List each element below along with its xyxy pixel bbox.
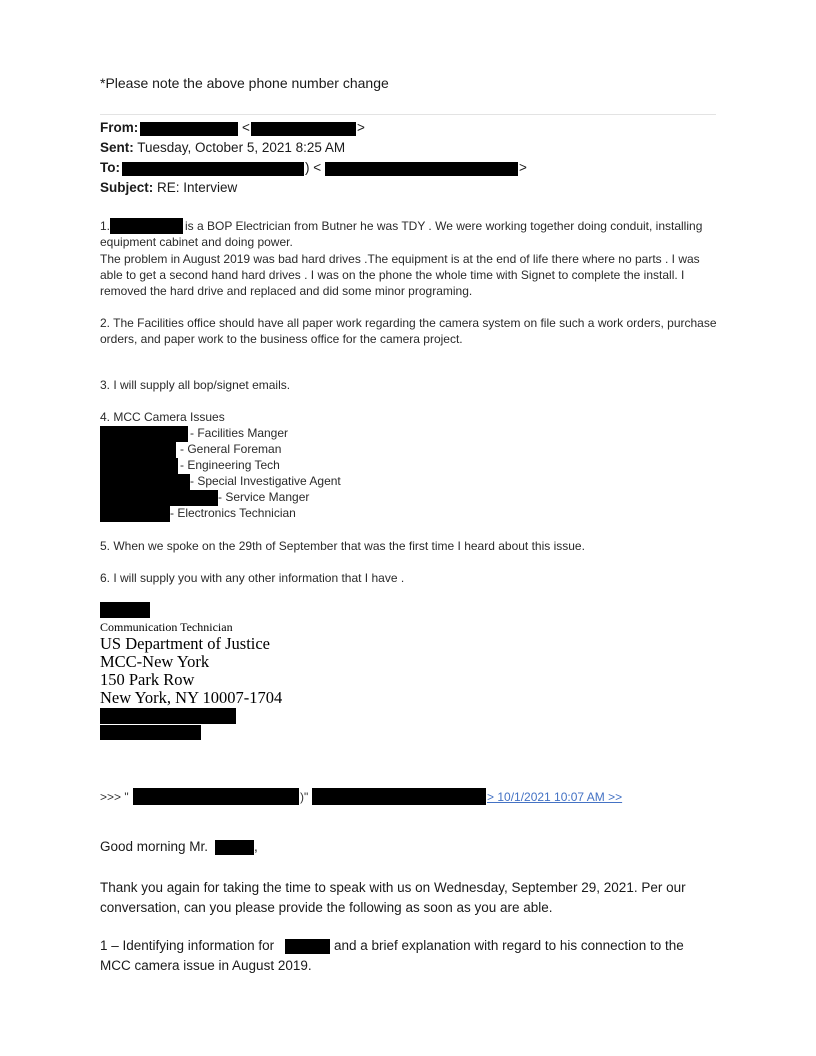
role-special-investigative-agent: - Special Investigative Agent	[190, 474, 341, 488]
role-engineering-tech: - Engineering Tech	[180, 458, 280, 472]
item1-line2: MCC camera issue in August 2019.	[100, 958, 312, 973]
redaction-from-email	[251, 122, 356, 136]
redaction-role-2	[100, 442, 176, 458]
reply-p4-title: 4. MCC Camera Issues	[100, 410, 225, 424]
role-facilities-manager: - Facilities Manger	[190, 426, 289, 440]
redaction-from-name	[140, 122, 238, 136]
redaction-role-5	[100, 490, 218, 506]
to-mid: ) <	[305, 160, 322, 175]
forwarded-link-text[interactable]: > 10/1/2021 10:07 AM >>	[487, 790, 623, 804]
from-gt: >	[357, 120, 365, 135]
phone-change-note: *Please note the above phone number change	[100, 75, 389, 91]
sent-label: Sent:	[100, 140, 134, 155]
redaction-to-name	[122, 162, 304, 176]
signature-facility: MCC-New York	[100, 652, 210, 671]
redaction-fwd-email	[312, 788, 486, 805]
redaction-greeting-name	[215, 840, 254, 855]
to-label: To:	[100, 160, 120, 175]
reply-p1-line3: The problem in August 2019 was bad hard drives .The equipment is at the end of life there where no parts . I was able to get a second hand hard drives . I was on the phone the whole time with Signet to complete the install. I removed the hard drive and replaced and did some minor programing.	[100, 252, 700, 298]
forwarded-prefix: >>> "	[100, 790, 129, 804]
reply-p5: 5. When we spoke on the 29th of September that was the first time I heard about this issue.	[100, 539, 585, 553]
sent-value: Tuesday, October 5, 2021 8:25 AM	[137, 140, 346, 155]
to-gt: >	[519, 160, 527, 175]
sent-row	[100, 140, 345, 155]
original-para1: Thank you again for taking the time to speak with us on Wednesday, September 29, 2021. Per our conversation, can you please provide the following as soon as you are able.	[100, 880, 686, 915]
signature-org: US Department of Justice	[100, 634, 271, 653]
role-service-manager: - Service Manger	[218, 490, 310, 504]
role-electronics-technician: - Electronics Technician	[170, 506, 296, 520]
reply-p2: 2. The Facilities office should have all paper work regarding the camera system on file such a work orders, purchase orders, and paper work to the business office for the camera project.	[100, 316, 717, 346]
greeting: Good morning Mr.	[100, 839, 209, 854]
redaction-sig-phone	[100, 708, 236, 724]
redaction-to-email	[325, 162, 518, 176]
forwarded-mid: )"	[300, 790, 309, 804]
reply-p3: 3. I will supply all bop/signet emails.	[100, 378, 291, 392]
redaction-sender-name	[100, 602, 150, 618]
signature-city: New York, NY 10007-1704	[100, 688, 283, 707]
header-divider	[100, 114, 716, 115]
redaction-role-4	[100, 474, 190, 490]
from-label: From:	[100, 120, 139, 135]
reply-p1-line2: equipment cabinet and doing power.	[100, 235, 293, 249]
redaction-electrician-name	[110, 218, 183, 234]
reply-p6: 6. I will supply you with any other information that I have .	[100, 571, 405, 585]
redaction-role-3	[100, 458, 178, 474]
subject-row	[100, 180, 237, 195]
redaction-role-1	[100, 426, 188, 442]
forwarded-date-link[interactable]	[487, 790, 622, 804]
reply-p1-line1: is a BOP Electrician from Butner he was TDY . We were working together doing conduit, installing	[185, 219, 703, 233]
signature-street: 150 Park Row	[100, 670, 195, 689]
from-lt: <	[242, 120, 250, 135]
redaction-item1-name	[285, 939, 330, 954]
signature-title: Communication Technician	[100, 620, 233, 634]
item1-prefix: 1 – Identifying information for	[100, 938, 275, 953]
redaction-fwd-name	[133, 788, 299, 805]
role-general-foreman: - General Foreman	[180, 442, 282, 456]
subject-value: RE: Interview	[157, 180, 238, 195]
forwarded-header	[100, 790, 129, 804]
subject-label: Subject:	[100, 180, 154, 195]
from-row	[100, 120, 138, 135]
greeting-comma: ,	[254, 839, 258, 854]
item1-suffix: and a brief explanation with regard to his connection to the	[334, 938, 684, 953]
redaction-sig-email	[100, 725, 201, 740]
reply-p1-num: 1.	[100, 219, 111, 233]
to-row	[100, 160, 120, 175]
redaction-role-6	[100, 506, 170, 522]
